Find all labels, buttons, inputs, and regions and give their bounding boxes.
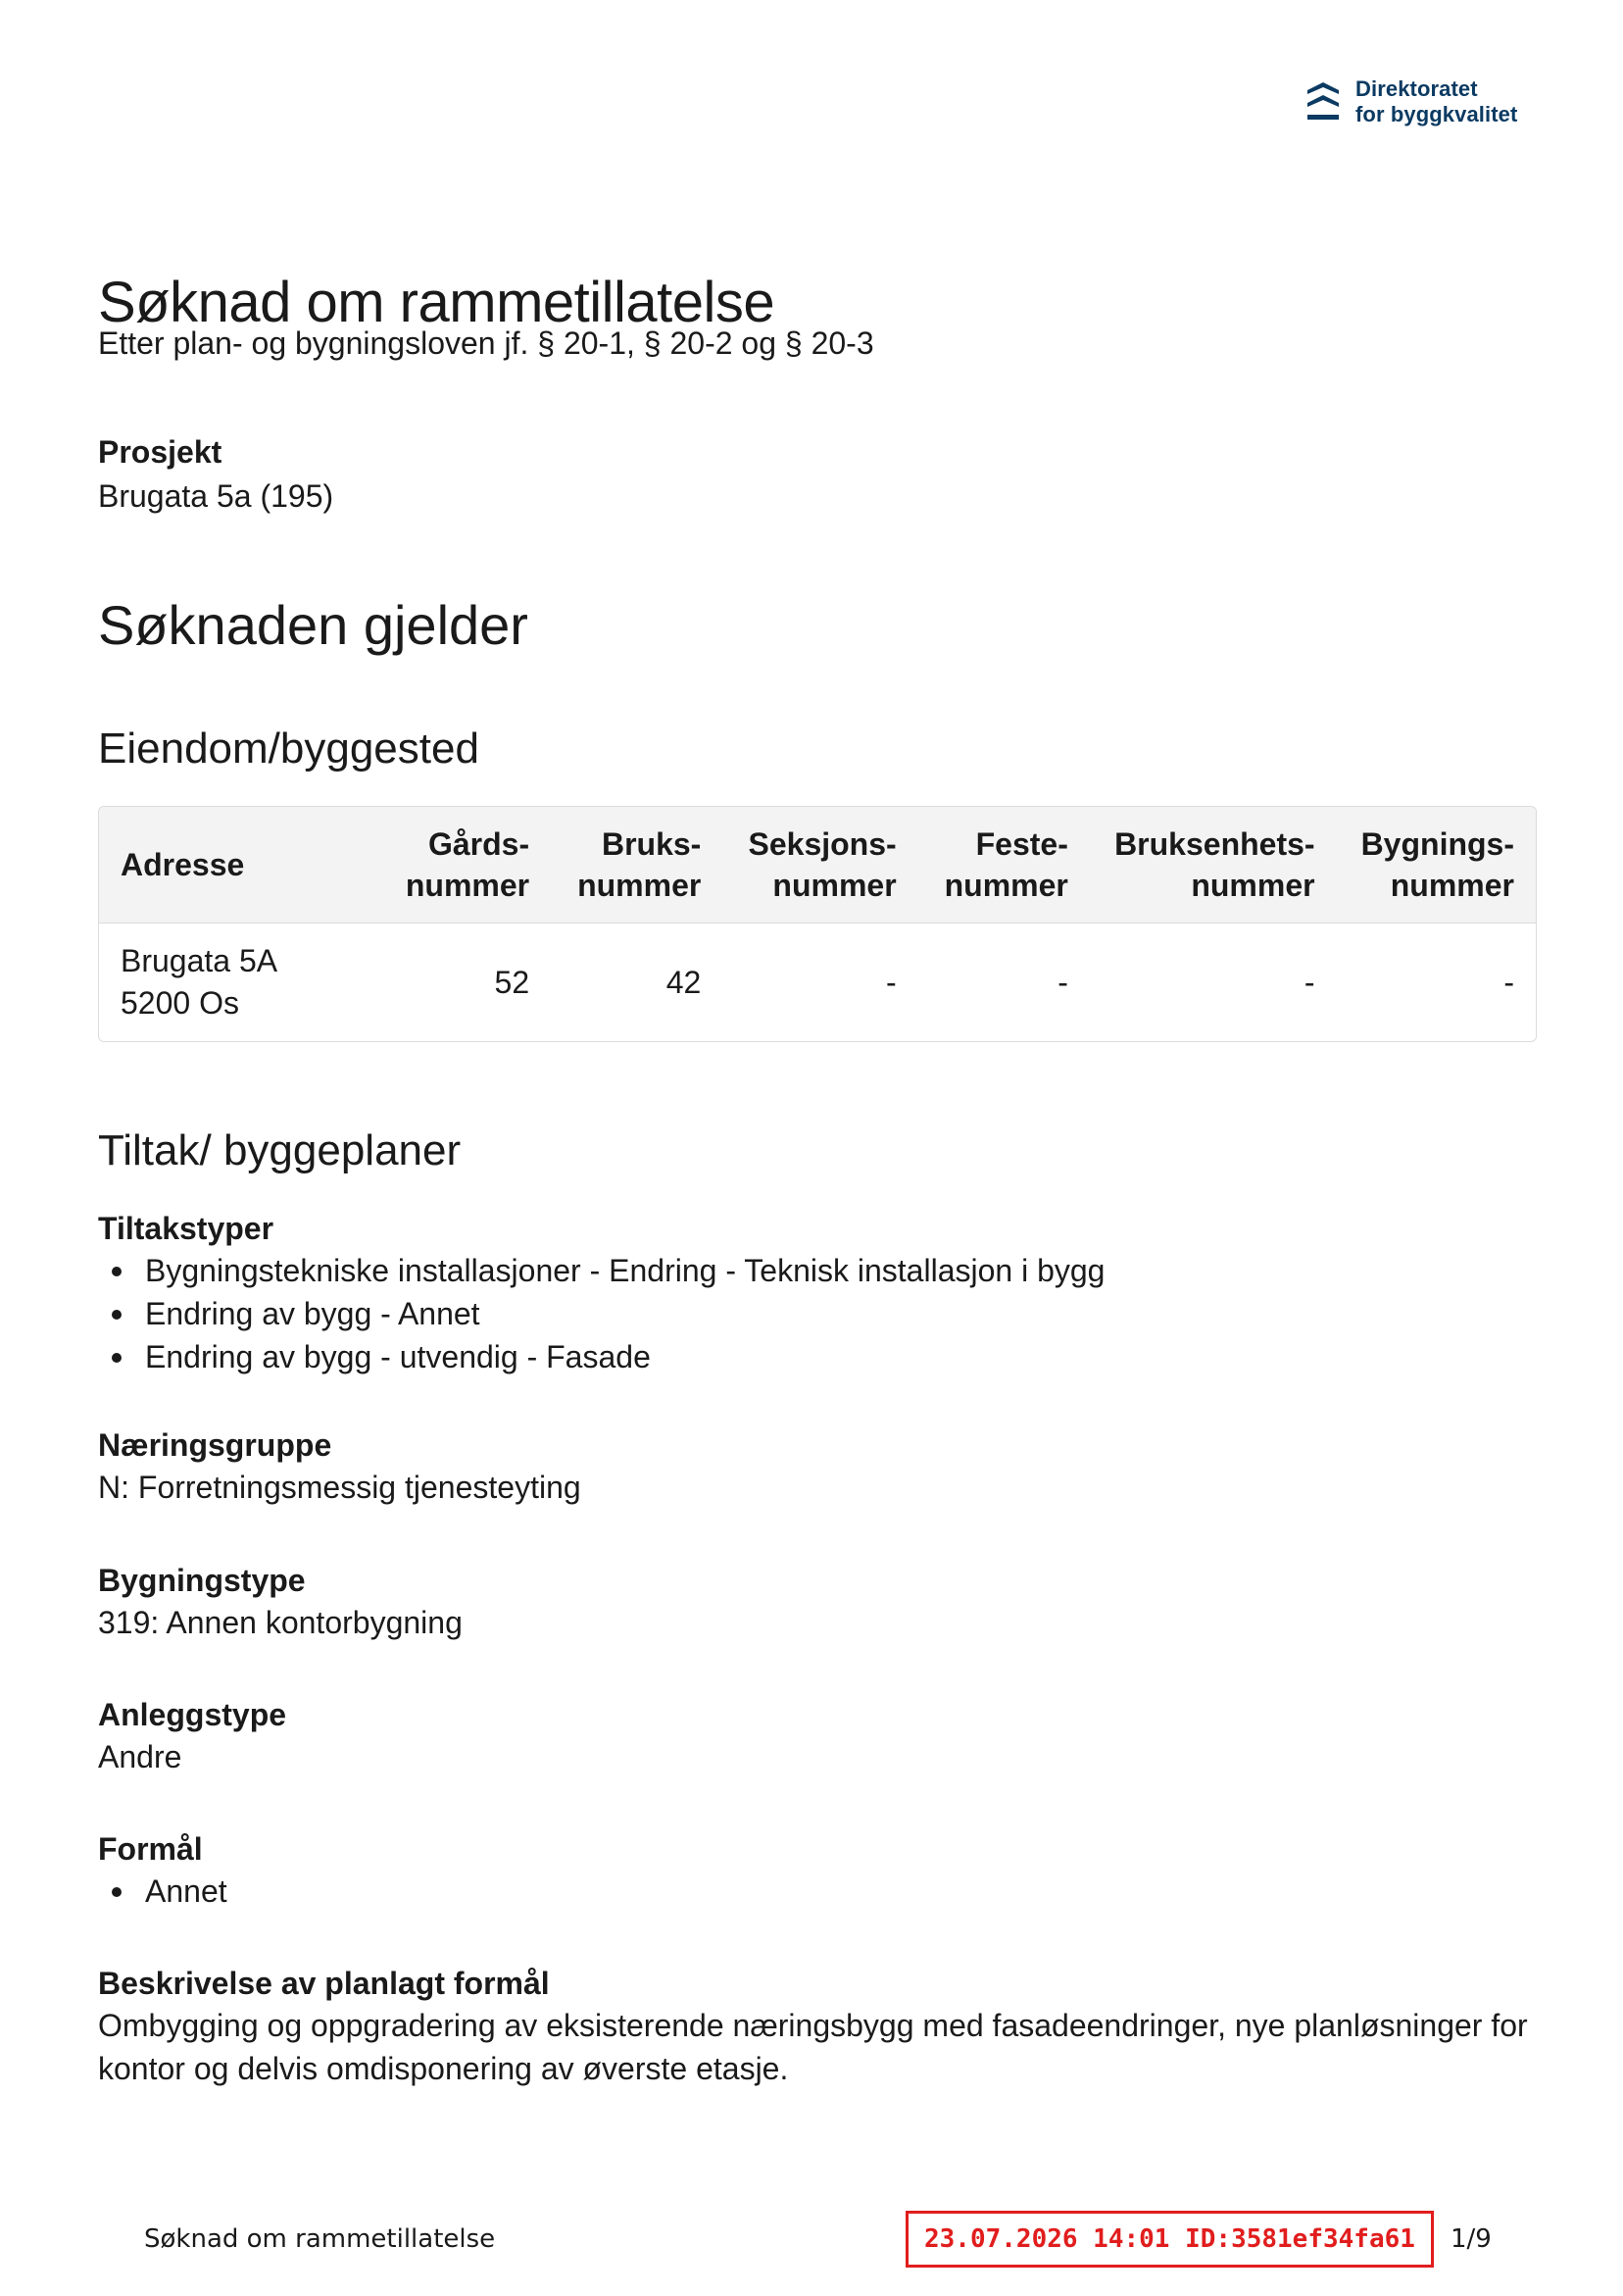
- col-bruksnummer: Bruks- nummer: [551, 807, 722, 923]
- property-heading: Eiendom/byggested: [98, 724, 479, 773]
- col-festenummer-label: Feste-: [975, 826, 1068, 862]
- list-item: Endring av bygg - Annet: [145, 1292, 1537, 1335]
- col-bruksenhetsnummer-label: Bruksenhets-: [1114, 826, 1315, 862]
- col-bygningsnummer: Bygnings- nummer: [1337, 807, 1536, 923]
- bygningstype-value: 319: Annen kontorbygning: [98, 1605, 463, 1640]
- col-adresse: Adresse: [99, 807, 379, 923]
- col-bruksenhetsnummer: Bruksenhets- nummer: [1090, 807, 1337, 923]
- project-value: Brugata 5a (195): [98, 478, 334, 514]
- beskrivelse-block: [98, 1963, 1537, 2090]
- page-number: 1/9: [1451, 2224, 1492, 2254]
- anleggstype-block: [98, 1694, 1537, 1778]
- tiltakstyper-label: Tiltakstyper: [98, 1211, 274, 1246]
- cell-gardsnummer: 52: [494, 964, 530, 1000]
- project-label: Prosjekt: [98, 434, 222, 470]
- beskrivelse-value: Ombygging og oppgradering av eksisterende næringsbygg med fasadeendringer, nye planløsninger for kontor og delvis omdisponering av øverste etasje.: [98, 2008, 1528, 2086]
- naeringsgruppe-label: Næringsgruppe: [98, 1427, 332, 1463]
- address-line-1: Brugata 5A: [121, 943, 278, 978]
- property-table-header: [99, 807, 1536, 923]
- tiltakstyper-block: [98, 1208, 1537, 1378]
- formal-label: Formål: [98, 1831, 203, 1867]
- property-heading-block: [98, 724, 1537, 774]
- col-seksjonsnummer: Seksjons- nummer: [722, 807, 917, 923]
- anleggstype-value: Andre: [98, 1739, 182, 1774]
- document-title: Søknad om rammetillatelse: [98, 271, 775, 334]
- table-row: [99, 923, 1536, 1041]
- section-heading-block: [98, 594, 1537, 657]
- col-seksjonsnummer-label: Seksjons-: [748, 826, 897, 862]
- cell-bygningsnummer: -: [1503, 964, 1514, 1000]
- tiltak-heading-block: [98, 1125, 1537, 1176]
- bygningstype-label: Bygningstype: [98, 1563, 306, 1598]
- footer-document-name: Søknad om rammetillatelse: [144, 2224, 496, 2254]
- dibk-logo: [1304, 76, 1517, 127]
- col-festenummer: Feste- nummer: [918, 807, 1090, 923]
- dibk-logo-icon: [1304, 78, 1342, 125]
- anleggstype-label: Anleggstype: [98, 1697, 287, 1732]
- logo-text: [1355, 76, 1517, 127]
- project-block: [98, 431, 1537, 518]
- beskrivelse-label: Beskrivelse av planlagt formål: [98, 1966, 550, 2001]
- cell-seksjonsnummer: -: [886, 964, 897, 1000]
- formal-list: [98, 1870, 1537, 1913]
- section-heading: Søknaden gjelder: [98, 594, 528, 656]
- col-gardsnummer: Gårds- nummer: [379, 807, 551, 923]
- document-subtitle: Etter plan- og bygningsloven jf. § 20-1, § 20-2 og § 20-3: [98, 325, 874, 361]
- list-item: Endring av bygg - utvendig - Fasade: [145, 1335, 1537, 1378]
- list-item: Annet: [145, 1870, 1537, 1913]
- cell-adresse: [99, 923, 379, 1041]
- col-bruksnummer-label: Bruks-: [601, 826, 702, 862]
- property-table: [98, 806, 1537, 1042]
- col-gardsnummer-label: Gårds-: [427, 826, 530, 862]
- tiltakstyper-list: [98, 1249, 1537, 1378]
- col-bygningsnummer-label: Bygnings-: [1360, 826, 1514, 862]
- cell-bruksnummer: 42: [665, 964, 702, 1000]
- naeringsgruppe-block: [98, 1424, 1537, 1509]
- bygningstype-block: [98, 1560, 1537, 1644]
- formal-block: [98, 1828, 1537, 1913]
- logo-line-1: Direktoratet: [1355, 76, 1478, 101]
- timestamp-stamp: 23.07.2026 14:01 ID:3581ef34fa61: [906, 2211, 1434, 2268]
- cell-festenummer: -: [1057, 964, 1068, 1000]
- logo-line-2: for byggkvalitet: [1355, 102, 1518, 126]
- tiltak-heading: Tiltak/ byggeplaner: [98, 1126, 462, 1174]
- naeringsgruppe-value: N: Forretningsmessig tjenesteyting: [98, 1470, 581, 1505]
- cell-bruksenhetsnummer: -: [1303, 964, 1315, 1000]
- list-item: Bygningstekniske installasjoner - Endring - Teknisk installasjon i bygg: [145, 1249, 1537, 1292]
- address-line-2: 5200 Os: [121, 985, 239, 1021]
